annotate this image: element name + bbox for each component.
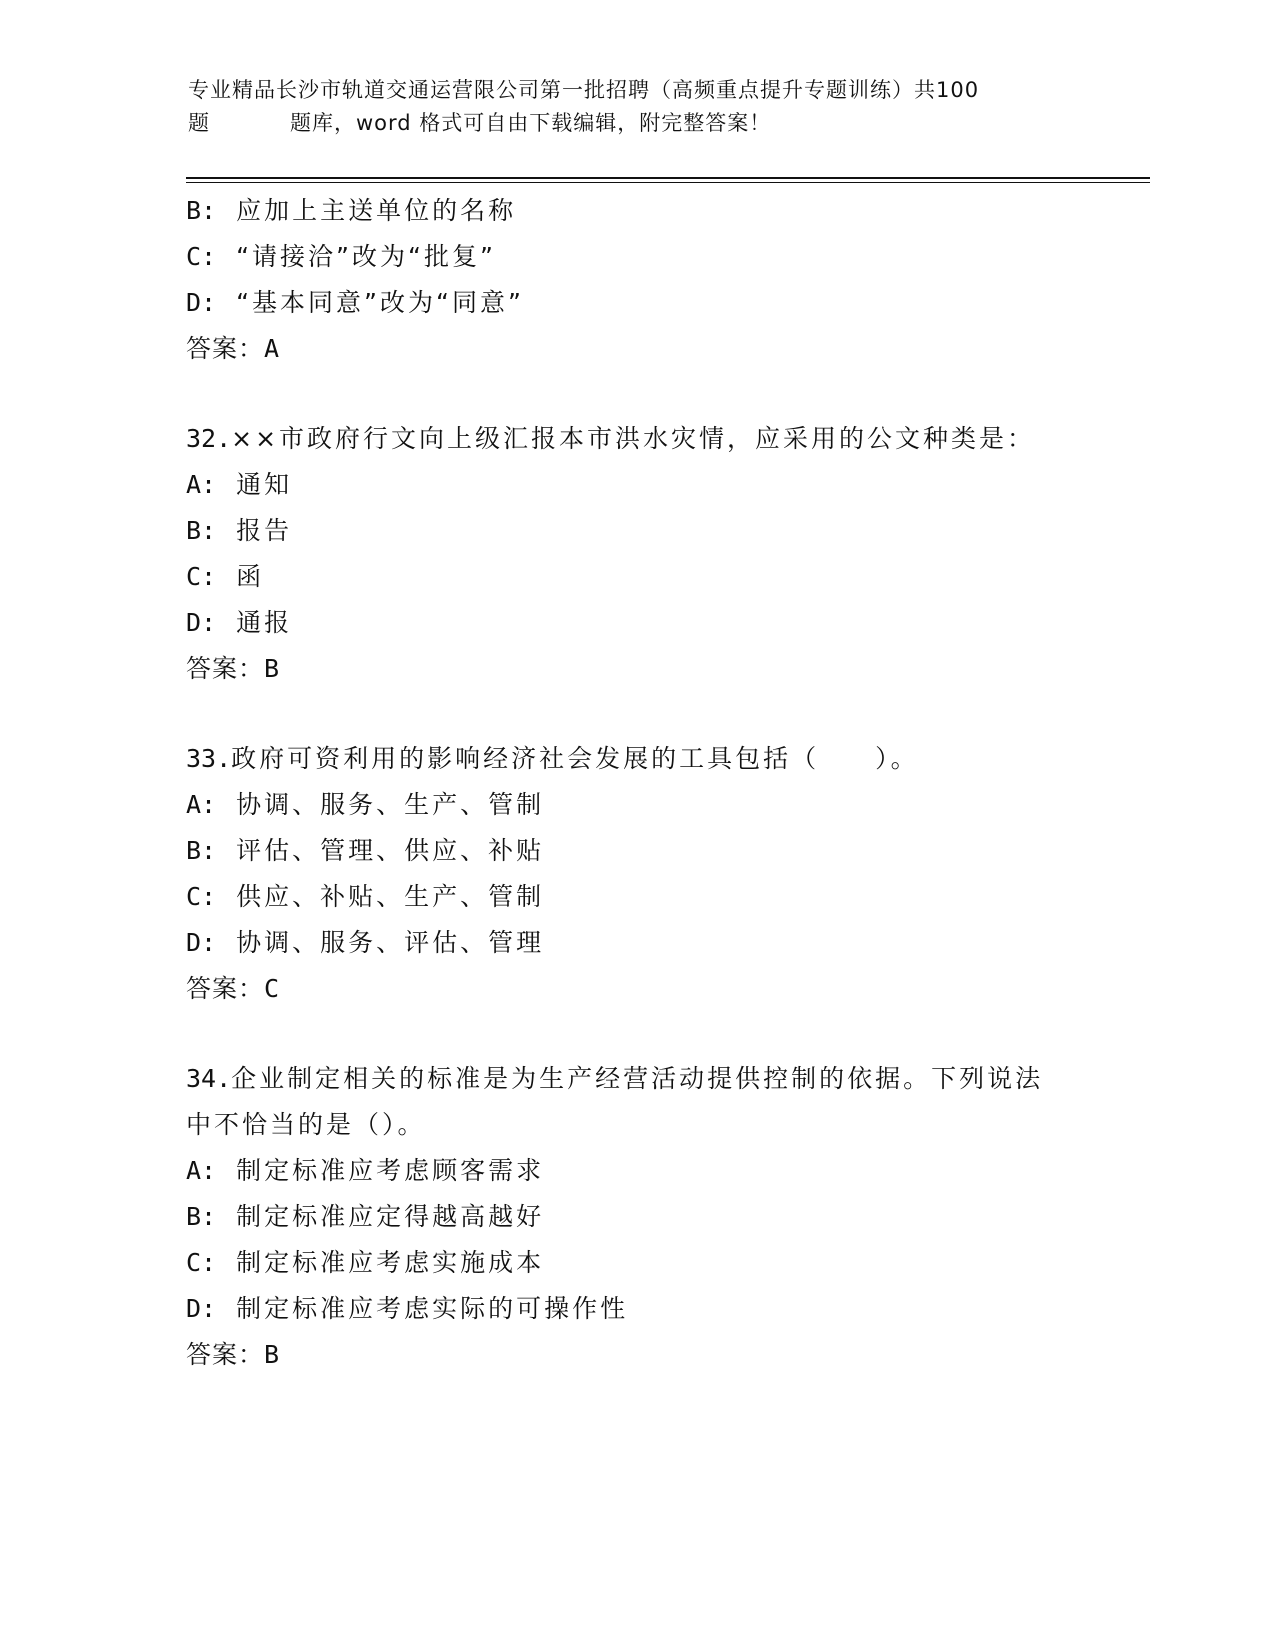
question-stem: 34.企业制定相关的标准是为生产经营活动提供控制的依据。下列说法 [186,1064,1044,1093]
option-d: D: 制定标准应考虑实际的可操作性 [186,1294,629,1323]
question-34 [186,1056,1086,1378]
option-c: C: 函 [186,562,265,591]
option-d: D: “基本同意”改为“同意” [186,288,524,317]
option-a: A: 通知 [186,470,293,499]
question-stem: 33.政府可资利用的影响经济社会发展的工具包括（ ）。 [186,744,919,773]
question-33 [186,736,1086,1012]
answer-line: 答案：C [186,974,280,1003]
header-rule-thick [186,177,1150,179]
option-c: C: 供应、补贴、生产、管制 [186,882,545,911]
question-stem: 32.××市政府行文向上级汇报本市洪水灾情，应采用的公文种类是： [186,424,1036,453]
header-line-2-start: 题 [188,111,210,135]
option-b: B: 应加上主送单位的名称 [186,196,517,225]
option-b: B: 评估、管理、供应、补贴 [186,836,545,865]
option-c: C: “请接洽”改为“批复” [186,242,496,271]
option-a: A: 制定标准应考虑顾客需求 [186,1156,545,1185]
answer-line: 答案：B [186,654,280,683]
answer-line: 答案：B [186,1340,280,1369]
header-line-2 [188,107,1088,140]
question-31-continued [186,188,1086,372]
question-content [186,188,1086,1378]
question-stem-continued: 中不恰当的是（）。 [186,1110,426,1139]
header-rule-thin [186,182,1150,183]
question-32 [186,416,1086,692]
option-c: C: 制定标准应考虑实施成本 [186,1248,545,1277]
header-line-2-rest: 题库，word 格式可自由下载编辑，附完整答案！ [290,111,772,135]
option-d: D: 协调、服务、评估、管理 [186,928,545,957]
option-d: D: 通报 [186,608,293,637]
option-a: A: 协调、服务、生产、管制 [186,790,545,819]
header-line-1: 专业精品长沙市轨道交通运营限公司第一批招聘（高频重点提升专题训练）共100 [188,78,980,102]
page-header [188,74,1088,140]
option-b: B: 报告 [186,516,293,545]
option-b: B: 制定标准应定得越高越好 [186,1202,545,1231]
answer-line: 答案：A [186,334,280,363]
